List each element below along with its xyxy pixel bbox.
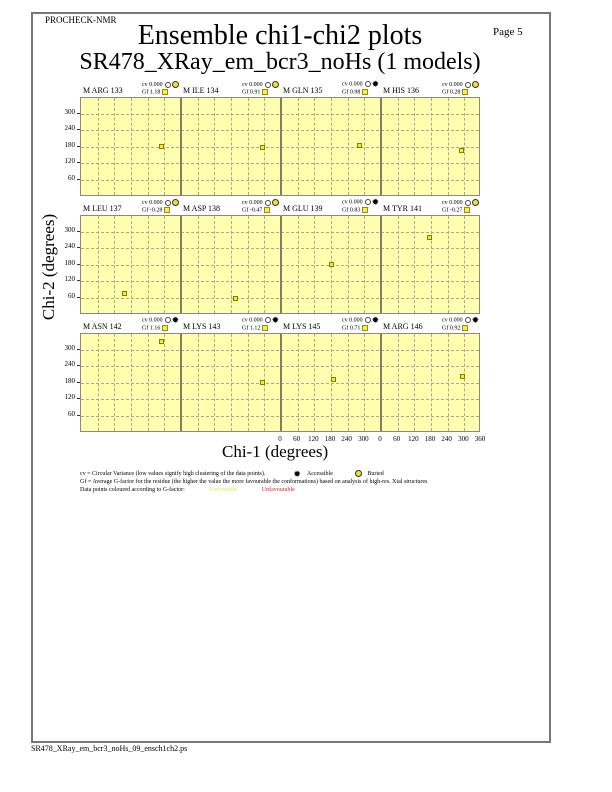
data-point [260, 145, 265, 150]
data-point [459, 148, 464, 153]
gridline [331, 98, 332, 195]
cv-value: cv 0.000 ✹ [242, 315, 280, 325]
gridline [214, 98, 215, 195]
page-number: Page 5 [493, 26, 523, 38]
panel-divider [180, 216, 182, 313]
residue-label: M LYS 145 [283, 322, 321, 331]
buried-icon [355, 470, 362, 477]
gridline [198, 98, 199, 195]
gridline [398, 334, 399, 431]
y-tick-label: 60 [53, 292, 75, 300]
data-point [159, 144, 164, 149]
buried-icon [472, 81, 479, 88]
circular-variance-icon [165, 200, 171, 206]
x-axis-label: Chi-1 (degrees) [222, 442, 329, 461]
y-tick-label: 180 [53, 259, 75, 267]
circular-variance-icon [465, 82, 471, 88]
gridline [164, 334, 165, 431]
gridline [348, 216, 349, 313]
circular-variance-icon [465, 317, 471, 323]
circular-variance-icon [265, 200, 271, 206]
x-tick-label: 240 [441, 435, 452, 443]
gridline [314, 98, 315, 195]
gridline [248, 334, 249, 431]
panel-divider [280, 334, 282, 431]
y-axis-label: Chi-2 (degrees) [39, 213, 58, 321]
residue-label: M TYR 141 [383, 204, 422, 213]
x-tick-label: 60 [293, 435, 301, 443]
accessible-icon: ✹ [271, 315, 280, 325]
y-tick-label: 300 [53, 108, 75, 116]
residue-label: M ILE 134 [183, 86, 219, 95]
legend-accessible-label: Accessible [306, 471, 333, 477]
gridline [464, 216, 465, 313]
legend-line-cv [80, 470, 427, 478]
data-point [122, 291, 127, 296]
legend-unfavourable: Unfavourable [261, 487, 295, 493]
gridline [198, 334, 199, 431]
y-tick-label: 180 [53, 377, 75, 385]
gf-value: Gf 0.83 [342, 207, 368, 213]
gridline [431, 216, 432, 313]
gridline [364, 98, 365, 195]
circular-variance-icon [265, 317, 271, 323]
buried-icon [472, 199, 479, 206]
gridline [298, 98, 299, 195]
gridline [148, 334, 149, 431]
gfactor-swatch-icon [162, 89, 168, 95]
panel-divider [380, 334, 382, 431]
cv-value: cv 0.000 ✹ [142, 315, 180, 325]
gfactor-swatch-icon [362, 325, 368, 331]
gridline [131, 216, 132, 313]
cv-value: cv 0.000 ✹ [342, 197, 380, 207]
legend-colour-text: Data points coloured according to G-factor: [80, 487, 185, 493]
panel-divider [280, 216, 282, 313]
cv-value: cv 0.000 ✹ [342, 315, 380, 325]
gridline [164, 98, 165, 195]
gridline [414, 98, 415, 195]
accessible-icon: ✹ [171, 315, 180, 325]
gfactor-swatch-icon [362, 207, 368, 213]
y-tick-label: 120 [53, 157, 75, 165]
x-tick-label: 0 [278, 435, 282, 443]
gridline [131, 334, 132, 431]
buried-icon [172, 199, 179, 206]
x-tick-label: 0 [378, 435, 382, 443]
gridline [431, 98, 432, 195]
gf-value: Gf 0.71 [342, 325, 368, 331]
buried-icon [272, 199, 279, 206]
legend [80, 470, 427, 494]
gf-value: Gf -0.47 [242, 207, 270, 213]
legend-buried-label: Buried [367, 471, 384, 477]
gridline [148, 216, 149, 313]
gridline [314, 216, 315, 313]
gridline [131, 98, 132, 195]
gf-value: Gf 0.98 [342, 89, 368, 95]
residue-label: M ARG 133 [83, 86, 123, 95]
gf-value: Gf 0.28 [442, 89, 468, 95]
y-tick-label: 240 [53, 360, 75, 368]
residue-label: M GLN 135 [283, 86, 323, 95]
gf-value: Gf 1.12 [242, 325, 268, 331]
residue-label: M ASP 138 [183, 204, 221, 213]
x-tick-label: 60 [393, 435, 401, 443]
cv-value: cv 0.000 [142, 81, 179, 88]
gridline [198, 216, 199, 313]
x-tick-label: 300 [458, 435, 469, 443]
y-tick-label: 240 [53, 124, 75, 132]
gridline [264, 216, 265, 313]
gfactor-swatch-icon [164, 207, 170, 213]
program-name: PROCHECK-NMR [45, 15, 117, 25]
gridline [114, 334, 115, 431]
data-point [331, 377, 336, 382]
gridline [231, 334, 232, 431]
residue-label: M LEU 137 [83, 204, 122, 213]
gf-value: Gf 0.91 [242, 89, 268, 95]
gridline [398, 216, 399, 313]
gridline [348, 98, 349, 195]
gridline [414, 216, 415, 313]
cv-value: cv 0.000 ✹ [442, 315, 480, 325]
buried-icon [172, 81, 179, 88]
gridline [448, 216, 449, 313]
data-point [260, 380, 265, 385]
plot-row [80, 333, 480, 432]
gridline [214, 216, 215, 313]
x-tick-label: 300 [358, 435, 369, 443]
residue-label: M LYS 143 [183, 322, 221, 331]
gf-value: Gf -0.28 [142, 207, 170, 213]
legend-favourable: Favourable [209, 487, 237, 493]
data-point [233, 296, 238, 301]
gf-value: Gf -0.27 [442, 207, 470, 213]
accessible-icon: ✹ [371, 315, 380, 325]
gfactor-swatch-icon [464, 207, 470, 213]
gridline [448, 334, 449, 431]
gridline [214, 334, 215, 431]
y-tick-label: 300 [53, 226, 75, 234]
gridline [148, 98, 149, 195]
gridline [414, 334, 415, 431]
x-tick-label: 180 [424, 435, 436, 443]
accessible-icon: ✹ [293, 468, 301, 479]
x-tick-label: 120 [408, 435, 419, 443]
gf-value: Gf 1.18 [142, 89, 168, 95]
data-point [427, 235, 432, 240]
gfactor-swatch-icon [362, 89, 368, 95]
gridline [248, 98, 249, 195]
circular-variance-icon [365, 81, 371, 87]
data-point [159, 339, 164, 344]
cv-value: cv 0.000 [142, 199, 179, 206]
cv-value: cv 0.000 [242, 81, 279, 88]
circular-variance-icon [165, 82, 171, 88]
residue-label: M ARG 146 [383, 322, 423, 331]
y-tick-label: 60 [53, 174, 75, 182]
gridline [98, 216, 99, 313]
gridline [314, 334, 315, 431]
gridline [348, 334, 349, 431]
legend-cv-text: cv = Circular Variance (low values signify high clustering of the data points). [80, 471, 266, 477]
panel-divider [180, 334, 182, 431]
gf-value: Gf 0.92 [442, 325, 468, 331]
chart-title: Ensemble chi1-chi2 plots [137, 20, 423, 51]
gridline [364, 216, 365, 313]
buried-icon [272, 81, 279, 88]
x-tick-label: 240 [341, 435, 352, 443]
data-point [357, 143, 362, 148]
panel-divider [180, 98, 182, 195]
gfactor-swatch-icon [462, 89, 468, 95]
legend-line-colour [80, 486, 427, 494]
gridline [448, 98, 449, 195]
panel-divider [380, 98, 382, 195]
legend-gf-text: Gf = Average G-factor for the residue (the higher the value the more favourable the conformations) based on analysis of high-res. Xtal structures [80, 479, 428, 485]
panel-divider [380, 216, 382, 313]
data-point [460, 374, 465, 379]
cv-value: cv 0.000 [442, 81, 479, 88]
gfactor-swatch-icon [462, 325, 468, 331]
accessible-icon: ✹ [471, 315, 480, 325]
x-tick-label: 120 [308, 435, 319, 443]
gridline [231, 98, 232, 195]
x-tick-label: 180 [324, 435, 336, 443]
residue-label: M GLU 139 [283, 204, 323, 213]
gridline [331, 334, 332, 431]
gridline [248, 216, 249, 313]
circular-variance-icon [365, 199, 371, 205]
residue-label: M HIS 136 [383, 86, 420, 95]
cv-value: cv 0.000 ✹ [342, 79, 380, 89]
gridline [398, 98, 399, 195]
circular-variance-icon [365, 317, 371, 323]
gfactor-swatch-icon [262, 325, 268, 331]
gridline [431, 334, 432, 431]
y-tick-label: 300 [53, 344, 75, 352]
y-tick-label: 240 [53, 242, 75, 250]
accessible-icon: ✹ [371, 79, 380, 89]
footer-filename: SR478_XRay_em_bcr3_noHs_09_ensch1ch2.ps [31, 744, 188, 753]
data-point [329, 262, 334, 267]
gridline [464, 334, 465, 431]
accessible-icon: ✹ [371, 197, 380, 207]
plot-row [80, 97, 480, 196]
gfactor-swatch-icon [264, 207, 270, 213]
x-tick-label: 360 [474, 435, 486, 443]
circular-variance-icon [465, 200, 471, 206]
plot-row [80, 215, 480, 314]
gridline [298, 216, 299, 313]
residue-label: M ASN 142 [83, 322, 122, 331]
gridline [114, 98, 115, 195]
gridline [464, 98, 465, 195]
y-tick-label: 120 [53, 393, 75, 401]
cv-value: cv 0.000 [442, 199, 479, 206]
gridline [114, 216, 115, 313]
panel-divider [280, 98, 282, 195]
gridline [98, 98, 99, 195]
circular-variance-icon [265, 82, 271, 88]
gridline [98, 334, 99, 431]
gridline [164, 216, 165, 313]
cv-value: cv 0.000 [242, 199, 279, 206]
gfactor-swatch-icon [262, 89, 268, 95]
gridline [298, 334, 299, 431]
gfactor-swatch-icon [162, 325, 168, 331]
y-tick-label: 120 [53, 275, 75, 283]
y-tick-label: 180 [53, 141, 75, 149]
circular-variance-icon [165, 317, 171, 323]
gridline [364, 334, 365, 431]
y-tick-label: 60 [53, 410, 75, 418]
gf-value: Gf 1.16 [142, 325, 168, 331]
chart-subtitle: SR478_XRay_em_bcr3_noHs (1 models) [79, 49, 481, 75]
